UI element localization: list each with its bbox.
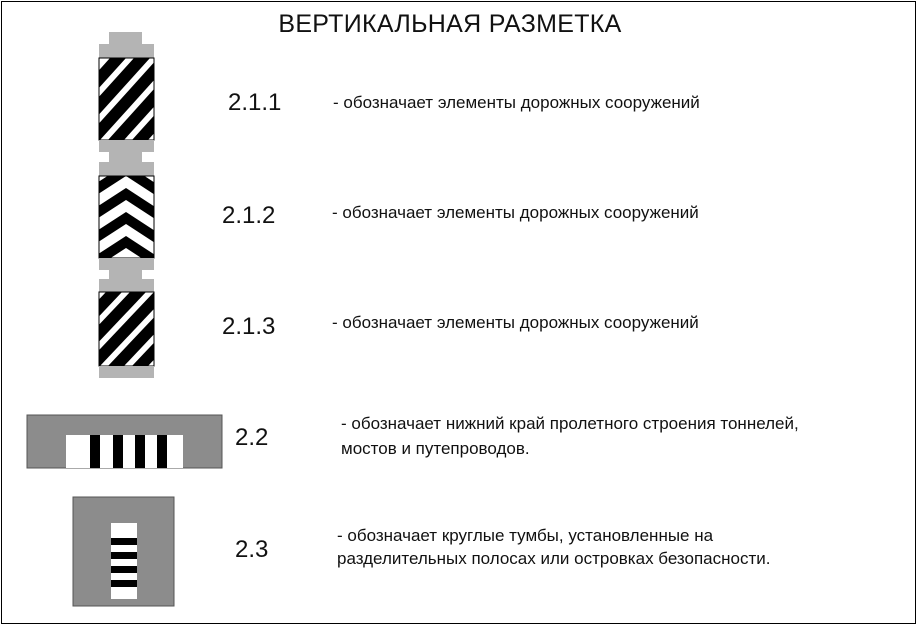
diagonal-stripes-post-icon xyxy=(96,32,158,154)
description-2-3 xyxy=(337,525,770,570)
post-shoulder xyxy=(99,162,154,176)
description-2-1-2: - обозначает элементы дорожных сооружений xyxy=(332,203,699,222)
description-2-1-1: - обозначает элементы дорожных сооружений xyxy=(333,93,700,112)
post-top-cap xyxy=(109,32,142,44)
post-top-cap xyxy=(109,150,142,162)
reverse-diagonal-stripes-post-icon xyxy=(96,268,158,380)
code-2-1-1: 2.1.1 xyxy=(228,89,282,116)
code-2-1-2: 2.1.2 xyxy=(222,202,276,229)
description-2-2 xyxy=(341,413,799,460)
post-base xyxy=(99,366,154,378)
chevron-stripes-post-icon xyxy=(96,150,158,272)
code-2-1-3: 2.1.3 xyxy=(222,313,276,340)
description-2-3-line-1: - обозначает круглые тумбы, установленные на xyxy=(337,526,714,545)
code-2-3: 2.3 xyxy=(235,536,269,563)
post-shoulder xyxy=(99,44,154,58)
description-2-1-3: - обозначает элементы дорожных сооружений xyxy=(332,313,699,332)
horizontal-bar-stripes-icon xyxy=(27,415,222,469)
code-2-2: 2.2 xyxy=(235,424,269,451)
bollard-strip xyxy=(111,523,137,599)
post-shoulder xyxy=(99,279,154,292)
post-top-cap xyxy=(109,268,142,279)
description-2-2-line-2: мостов и путепроводов. xyxy=(341,439,530,458)
description-2-2-line-1: - обозначает нижний край пролетного строения тоннелей, xyxy=(341,414,799,433)
bollard-stripes-icon xyxy=(73,497,174,607)
page-title: ВЕРТИКАЛЬНАЯ РАЗМЕТКА xyxy=(278,10,622,38)
description-2-3-line-2: разделительных полосах или островках безопасности. xyxy=(337,549,771,568)
